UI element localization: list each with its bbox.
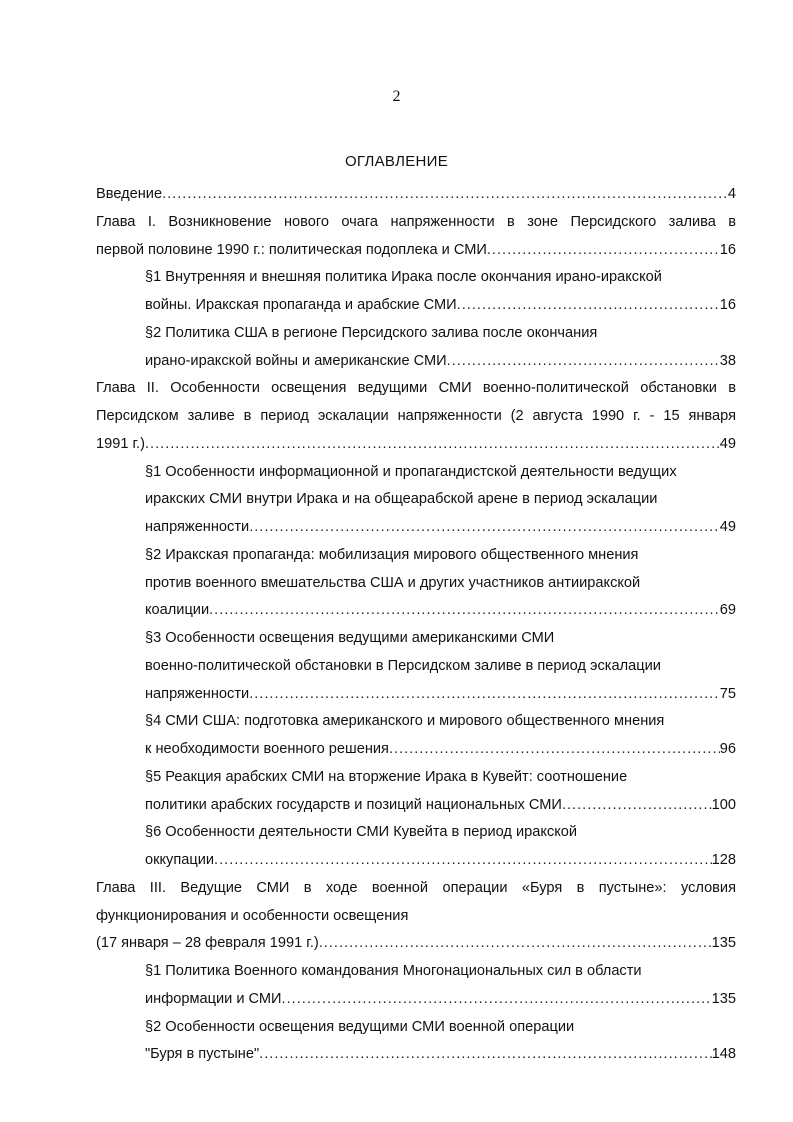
toc-entry-text: к необходимости военного решения: [145, 741, 389, 757]
dot-leader: [389, 736, 720, 764]
toc-entry-text: (17 января – 28 февраля 1991 г.): [96, 935, 319, 952]
toc-entry-chapter-1-line-1[interactable]: Глава I. Возникновение нового очага напряженности в зоне Персидского залива в: [96, 213, 736, 230]
toc-page-number: 49: [719, 435, 736, 452]
toc-entry-text: оккупации: [145, 852, 215, 868]
toc-page-number: 16: [719, 297, 736, 313]
toc-entry[interactable]: [96, 1041, 736, 1069]
table-of-contents: [96, 181, 736, 1069]
toc-entry-chapter-3-line-2[interactable]: функционирования и особенности освещения: [96, 907, 409, 924]
toc-page-number: 49: [719, 519, 736, 535]
toc-entry[interactable]: [96, 847, 736, 875]
toc-entry-section-line[interactable]: §5 Реакция арабских СМИ на вторжение Ирака в Кувейт: соотношение: [145, 768, 628, 785]
toc-page-number: 148: [711, 1046, 736, 1063]
dot-leader: [562, 792, 712, 820]
dot-leader: [319, 930, 712, 958]
dot-leader: [214, 847, 712, 875]
toc-entry-section-line[interactable]: против военного вмешательства США и других участников антииракской: [145, 574, 641, 591]
toc-page-number: 38: [719, 352, 736, 369]
toc-page-number: 96: [719, 741, 736, 757]
toc-entry-text: первой половине 1990 г.: политическая подоплека и СМИ: [96, 241, 487, 258]
toc-entry-chapter-2-line-2[interactable]: Персидском заливе в период эскалации напряженности (2 августа 1990 г. - 15 января: [96, 408, 736, 424]
toc-entry[interactable]: [96, 348, 736, 376]
toc-entry[interactable]: [96, 986, 736, 1014]
toc-entry-section-line[interactable]: §1 Политика Военного командования Многонациональных сил в области: [145, 963, 642, 979]
toc-entry-section-line[interactable]: §2 Иракская пропаганда: мобилизация мирового общественного мнения: [145, 546, 639, 563]
dot-leader: [162, 181, 728, 209]
toc-entry-section-line[interactable]: §4 СМИ США: подготовка американского и мирового общественного мнения: [145, 713, 665, 730]
toc-page-number: 128: [711, 852, 736, 868]
toc-entry[interactable]: [96, 681, 736, 709]
toc-entry-text: 1991 г.): [96, 435, 145, 452]
toc-page-number: 135: [711, 990, 736, 1007]
toc-entry[interactable]: [96, 292, 736, 320]
toc-entry[interactable]: [96, 514, 736, 542]
toc-entry-text: ирано-иракской войны и американские СМИ: [145, 352, 447, 369]
toc-entry-text: политики арабских государств и позиций национальных СМИ: [145, 796, 562, 813]
dot-leader: [209, 597, 720, 625]
toc-entry-chapter-2-line-1[interactable]: Глава II. Особенности освещения ведущими СМИ военно-политической обстановки в: [96, 380, 736, 397]
toc-page-number: 4: [727, 186, 736, 202]
toc-entry-text: войны. Иракская пропаганда и арабские СМИ: [145, 297, 457, 313]
toc-entry-section-line[interactable]: §2 Особенности освещения ведущими СМИ военной операции: [145, 1018, 575, 1035]
toc-entry[interactable]: [96, 736, 736, 764]
toc-page-number: 69: [719, 602, 736, 619]
toc-page-number: 135: [711, 935, 736, 952]
toc-entry-text: напряженности: [145, 519, 250, 535]
toc-entry[interactable]: [96, 597, 736, 625]
dot-leader: [145, 431, 720, 459]
dot-leader: [249, 514, 720, 542]
toc-page-number: 100: [711, 796, 736, 813]
dot-leader: [447, 348, 720, 376]
toc-page-number: 16: [719, 241, 736, 258]
dot-leader: [487, 237, 720, 265]
toc-entry[interactable]: [96, 237, 736, 265]
toc-entry-section-line[interactable]: §6 Особенности деятельности СМИ Кувейта в период иракской: [145, 824, 578, 841]
page-number: 2: [392, 88, 401, 105]
dot-leader: [259, 1041, 711, 1069]
toc-entry-section-line[interactable]: §1 Особенности информационной и пропагандистской деятельности ведущих: [145, 463, 677, 480]
toc-entry-text: коалиции: [145, 602, 210, 619]
toc-entry-chapter-3-line-1[interactable]: Глава III. Ведущие СМИ в ходе военной операции «Буря в пустыне»: условия: [96, 879, 736, 896]
toc-title: ОГЛАВЛЕНИЕ: [344, 153, 449, 170]
toc-entry-text: информации и СМИ: [145, 990, 282, 1007]
toc-entry-section-line[interactable]: военно-политической обстановки в Персидском заливе в период эскалации: [145, 657, 661, 674]
toc-entry-text: "Буря в пустыне": [145, 1046, 260, 1063]
toc-entry-section-line[interactable]: §2 Политика США в регионе Персидского залива после окончания: [145, 324, 598, 341]
toc-entry-section-line[interactable]: §3 Особенности освещения ведущими американскими СМИ: [145, 630, 555, 646]
toc-entry[interactable]: [96, 431, 736, 459]
dot-leader: [249, 681, 720, 709]
toc-entry[interactable]: [96, 181, 736, 209]
toc-entry[interactable]: [96, 792, 736, 820]
dot-leader: [282, 986, 712, 1014]
toc-entry-section-line[interactable]: иракских СМИ внутри Ирака и на общеарабской арене в период эскалации: [145, 491, 658, 508]
toc-entry-text: Введение: [96, 186, 163, 202]
toc-entry-section-line[interactable]: §1 Внутренняя и внешняя политика Ирака после окончания ирано-иракской: [145, 269, 662, 286]
toc-entry[interactable]: [96, 930, 736, 958]
toc-entry-text: напряженности: [145, 685, 250, 702]
toc-page-number: 75: [719, 685, 736, 702]
dot-leader: [457, 292, 720, 320]
